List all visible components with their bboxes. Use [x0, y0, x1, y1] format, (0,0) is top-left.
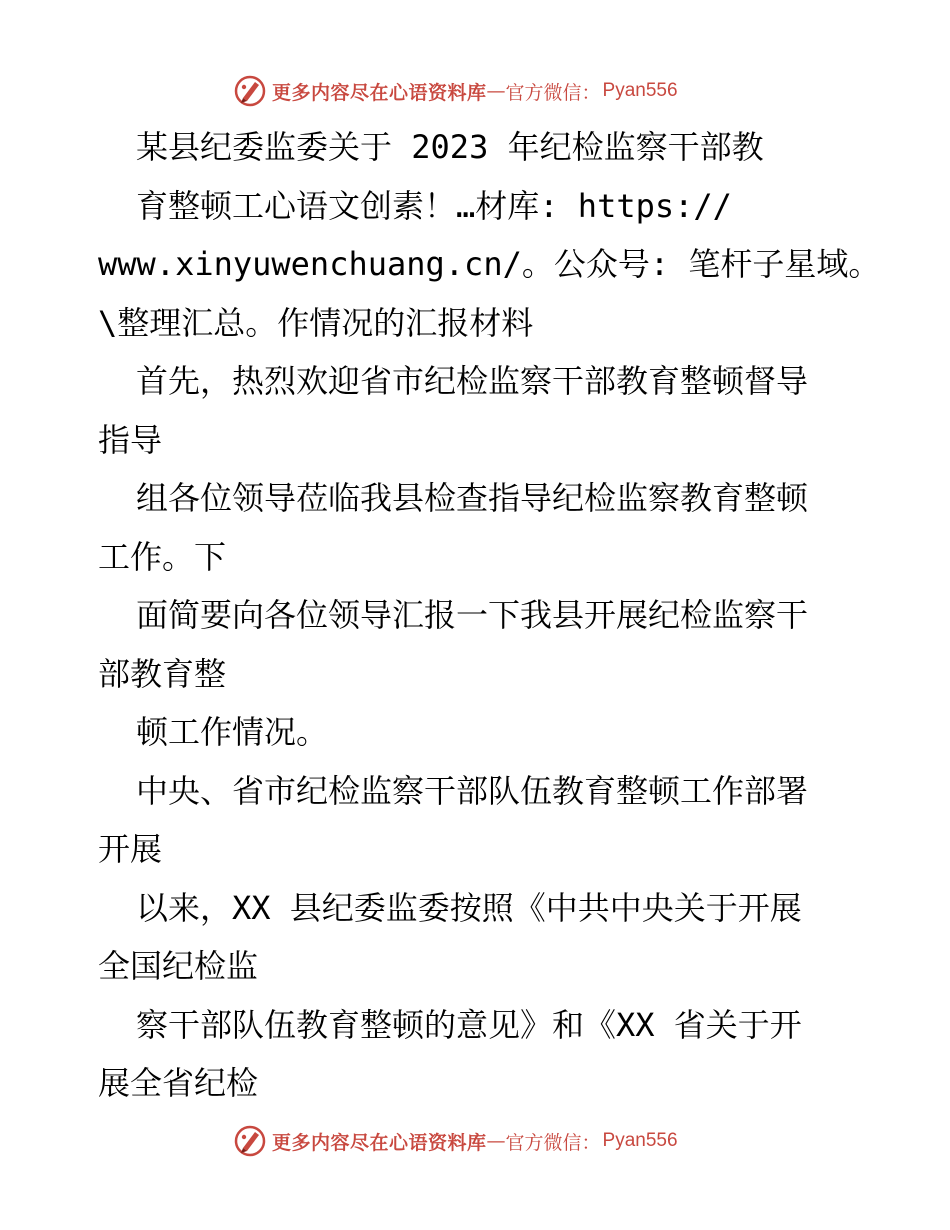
banner-wechat-handle: Pyan556 — [602, 80, 678, 101]
doc-line: 首先，热烈欢迎省市纪检监察干部教育整顿督导 — [136, 362, 809, 400]
doc-line: 察干部队伍教育整顿的意见》和《XX 省关于开 — [136, 1005, 802, 1044]
doc-line: 工作。下 — [98, 537, 227, 576]
document-body — [98, 118, 881, 1113]
doc-line: 顿工作情况。 — [136, 713, 329, 751]
banner-dash: — — [486, 1130, 506, 1152]
footer-banner[interactable] — [233, 1121, 753, 1161]
doc-line: www.xinyuwenchuang.cn/。公众号: 笔杆子星域。 — [98, 245, 881, 283]
banner-wechat-handle: Pyan556 — [602, 1130, 678, 1151]
doc-line: 部教育整 — [98, 654, 227, 693]
doc-line: 面简要向各位领导汇报一下我县开展纪检监察干 — [136, 596, 809, 634]
banner-wechat-label: 官方微信： — [505, 1131, 601, 1154]
doc-line: 展全省纪检 — [98, 1064, 259, 1102]
banner-wechat-label: 官方微信： — [505, 81, 601, 104]
banner-promo-text: 更多内容尽在心语资料库 — [272, 1131, 487, 1154]
doc-line: 中央、省市纪检监察干部队伍教育整顿工作部署 — [136, 771, 809, 810]
pen-logo-icon — [233, 74, 267, 108]
doc-line: 育整顿工心语文创素！…材库: https:// — [136, 186, 732, 225]
banner-promo-text: 更多内容尽在心语资料库 — [272, 81, 487, 104]
doc-line: 开展 — [98, 830, 163, 868]
doc-line: 以来，XX 县纪委监委按照《中共中央关于开展 — [136, 888, 802, 927]
doc-line: 全国纪检监 — [98, 947, 259, 985]
doc-line: 组各位领导莅临我县检查指导纪检监察教育整顿 — [136, 479, 809, 517]
doc-line: 某县纪委监委关于 2023 年纪检监察干部教 — [136, 128, 764, 166]
pen-logo-icon — [233, 1124, 267, 1158]
header-banner[interactable] — [233, 71, 753, 111]
doc-line: \整理汇总。作情况的汇报材料 — [98, 303, 534, 342]
doc-line: 指导 — [98, 420, 163, 459]
banner-dash: — — [486, 80, 506, 102]
